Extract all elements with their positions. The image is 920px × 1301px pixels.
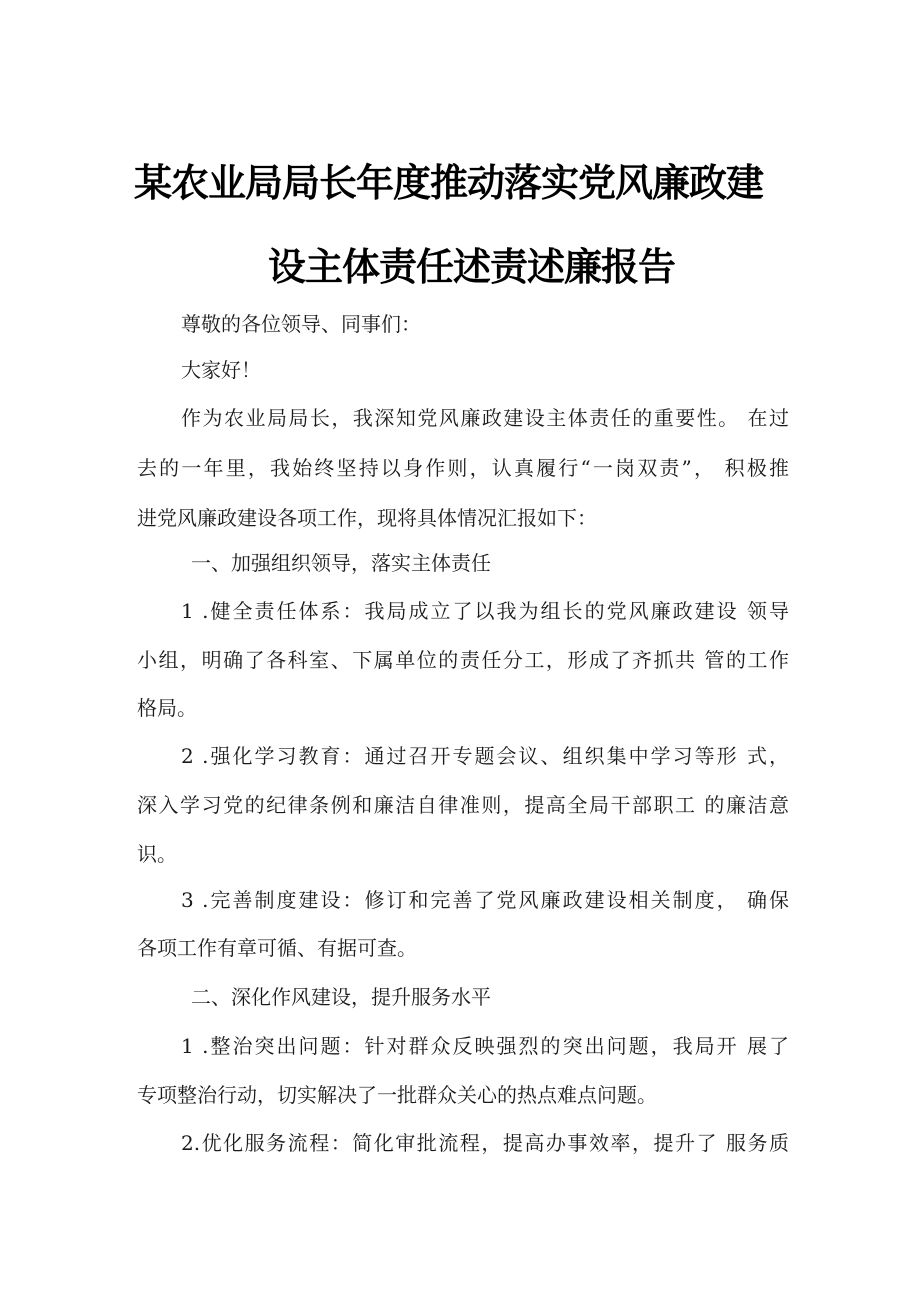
section-1-heading: 一、加强组织领导，落实主体责任 [191, 551, 491, 575]
section-2-item-1-line: 1 .整治突出问题：针对群众反映强烈的突出问题，我局开 展了 [181, 1034, 789, 1058]
section-1-item-3-line: 各项工作有章可循、有据可查。 [137, 936, 417, 960]
section-1-item-1-line: 格局。 [137, 696, 197, 720]
section-2-heading: 二、深化作风建设，提升服务水平 [191, 985, 491, 1009]
section-1-item-2-line: 识。 [137, 842, 177, 866]
document-title-line-2: 设主体责任述责述廉报告 [268, 245, 676, 289]
intro-line: 进党风廉政建设各项工作，现将具体情况汇报如下： [137, 506, 597, 530]
greeting: 尊敬的各位领导、同事们： [181, 312, 421, 336]
section-1-item-1-line: 小组，明确了各科室、下属单位的责任分工，形成了齐抓共 管的工作 [137, 648, 789, 672]
document-title-line-1: 某农业局局长年度推动落实党风廉政建 [134, 161, 764, 205]
section-2-item-2-line: 2.优化服务流程：简化审批流程，提高办事效率，提升了 服务质 [181, 1131, 789, 1155]
section-2-item-1-line: 专项整治行动，切实解决了一批群众关心的热点难点问题。 [137, 1083, 657, 1107]
section-1-item-3-line: 3 .完善制度建设：修订和完善了党风廉政建设相关制度， 确保 [181, 888, 789, 912]
section-1-item-1-line: 1 .健全责任体系：我局成立了以我为组长的党风廉政建设 领导 [181, 599, 789, 623]
intro-line: 作为农业局局长，我深知党风廉政建设主体责任的重要性。 在过 [181, 406, 789, 430]
section-1-item-2-line: 2 .强化学习教育：通过召开专题会议、组织集中学习等形 式， [181, 744, 789, 768]
intro-line: 去的一年里，我始终坚持以身作则，认真履行“一岗双责”， 积极推 [137, 456, 789, 480]
hello: 大家好！ [181, 358, 261, 382]
section-1-item-2-line: 深入学习党的纪律条例和廉洁自律准则，提高全局干部职工 的廉洁意 [137, 793, 789, 817]
